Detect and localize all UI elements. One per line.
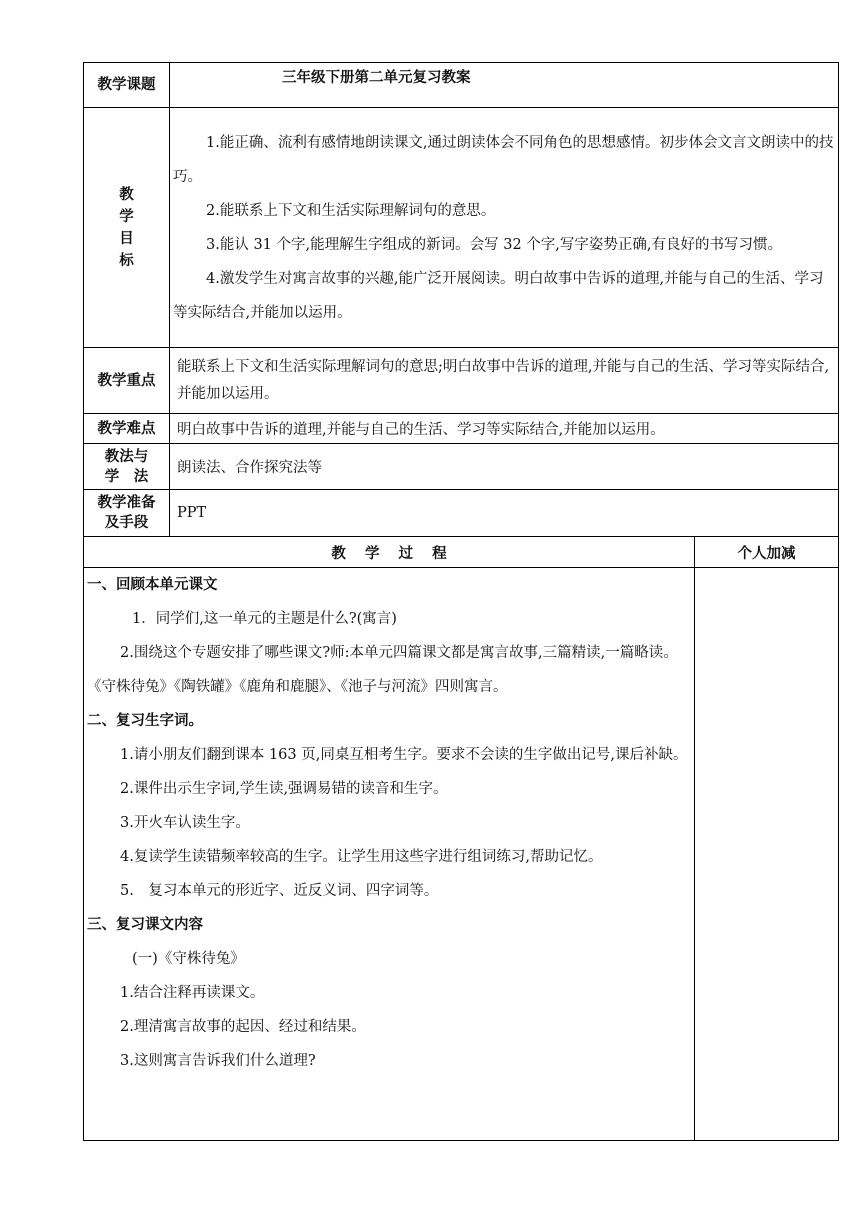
process-line: 2.围绕这个专题安排了哪些课文?师:本单元四篇课文都是寓言故事,三篇精读,一篇略读。《守株待兔》《陶铁罐》《鹿角和鹿腿》、《池子与河流》四则寓言。 — [87, 645, 678, 695]
goal-item: 1.能正确、流利有感情地朗读课文,通过朗读体会不同角色的思想感情。初步体会文言文朗读中的技巧。 — [173, 134, 834, 185]
process-side-heading: 个人加减 — [695, 537, 839, 568]
difficulties-label: 教学难点 — [84, 414, 170, 444]
methods-label-line: 学 法 — [104, 468, 149, 485]
goals-label-char: 标 — [119, 252, 134, 269]
topic-title: 三年级下册第二单元复习教案 — [170, 63, 839, 108]
process-section-title: 二、复习生字词。 — [87, 713, 203, 729]
goal-item: 3.能认 31 个字,能理解生字组成的新词。会写 32 个字,写字姿势正确,有良好的书写习惯。 — [206, 236, 782, 253]
preparation-label — [84, 490, 170, 537]
key-points-text: 能联系上下文和生活实际理解词句的意思;明白故事中告诉的道理,并能与自己的生活、学习等实际结合,并能加以运用。 — [170, 348, 839, 414]
goals-label-char: 目 — [119, 230, 134, 247]
lesson-plan-page — [83, 62, 838, 1141]
process-line: 3.开火车认读生字。 — [120, 815, 250, 831]
methods-text: 朗读法、合作探究法等 — [170, 444, 839, 490]
goals-row — [84, 108, 839, 348]
goals-label-char: 教 — [119, 186, 134, 203]
process-line: 3.这则寓言告诉我们什么道理? — [120, 1053, 316, 1069]
process-line: 1.结合注释再读课文。 — [120, 985, 265, 1001]
methods-label — [84, 444, 170, 490]
topic-row — [84, 63, 839, 108]
process-content — [84, 568, 695, 1141]
process-section-title: 一、回顾本单元课文 — [87, 577, 218, 593]
difficulties-text: 明白故事中告诉的道理,并能与自己的生活、学习等实际结合,并能加以运用。 — [170, 414, 839, 444]
key-points-label: 教学重点 — [84, 348, 170, 414]
process-line: 4.复读学生读错频率较高的生字。让学生用这些字进行组词练习,帮助记忆。 — [120, 849, 603, 865]
goals-content — [170, 108, 839, 348]
goals-label-chars — [119, 184, 134, 272]
lesson-plan-table — [83, 62, 839, 1141]
process-line: 2.课件出示生字词,学生读,强调易错的读音和生字。 — [120, 781, 448, 797]
personal-notes-cell — [695, 568, 839, 1141]
key-points-row — [84, 348, 839, 414]
process-line: 2.理清寓言故事的起因、经过和结果。 — [120, 1019, 366, 1035]
process-line: 5. 复习本单元的形近字、近反义词、四字词等。 — [120, 883, 439, 899]
difficulties-row — [84, 414, 839, 444]
goals-label — [84, 108, 170, 348]
goals-label-char: 学 — [119, 208, 134, 225]
process-heading-text: 教 学 过 程 — [331, 545, 447, 562]
preparation-row — [84, 490, 839, 537]
preparation-label-line: 教学准备 — [97, 495, 156, 511]
process-section-title: 三、复习课文内容 — [87, 917, 203, 933]
preparation-label-line: 及手段 — [104, 515, 149, 531]
preparation-text: PPT — [170, 490, 839, 537]
process-line: (一)《守株待兔》 — [132, 951, 245, 967]
goal-item: 2.能联系上下文和生活实际理解词句的意思。 — [206, 202, 496, 219]
methods-row — [84, 444, 839, 490]
process-row — [84, 568, 839, 1141]
process-line: 1．同学们,这一单元的主题是什么?(寓言) — [132, 611, 397, 627]
goal-item: 4.激发学生对寓言故事的兴趣,能广泛开展阅读。明白故事中告诉的道理,并能与自己的生活、学习等实际结合,并能加以运用。 — [173, 270, 824, 321]
methods-label-line: 教法与 — [104, 448, 149, 465]
process-header-row — [84, 537, 839, 568]
topic-label: 教学课题 — [84, 63, 170, 108]
process-heading — [84, 537, 695, 568]
process-line: 1.请小朋友们翻到课本 163 页,同桌互相考生字。要求不会读的生字做出记号,课后补缺。 — [120, 747, 688, 763]
